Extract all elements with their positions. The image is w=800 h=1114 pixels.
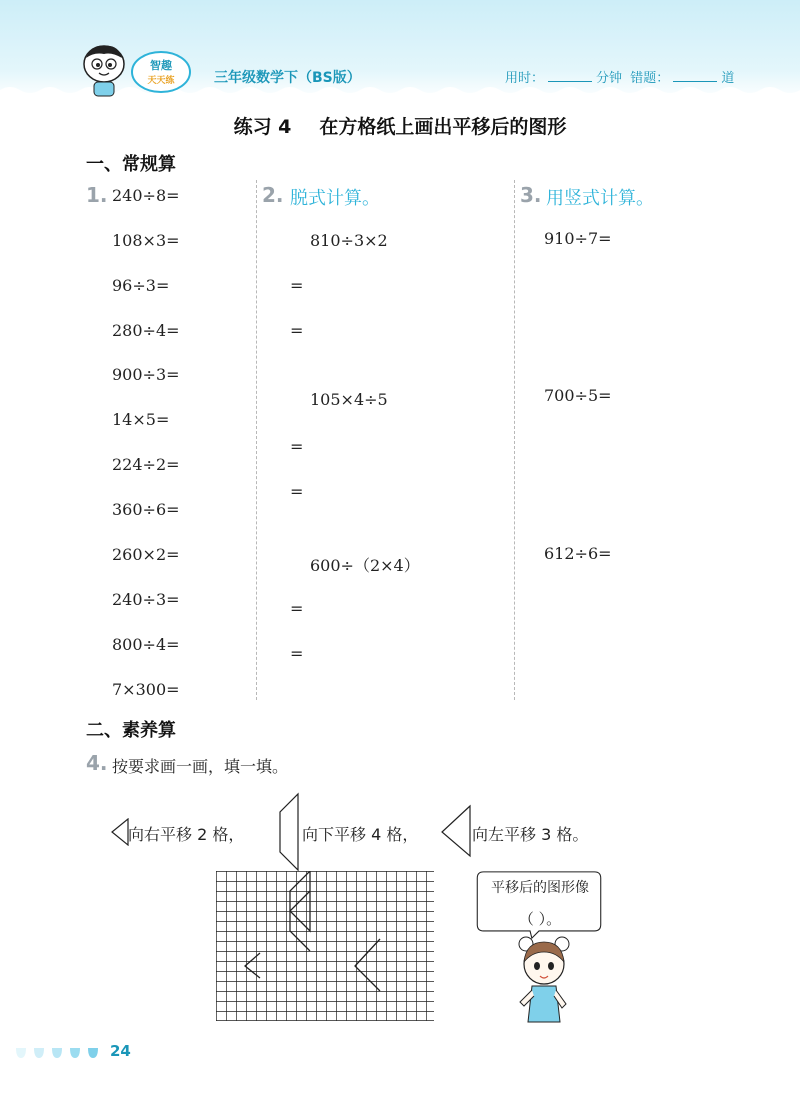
q1-problem: 260×2= — [112, 545, 180, 564]
q1-number: 1. — [86, 183, 108, 207]
time-blank[interactable] — [548, 69, 592, 82]
q2-number: 2. — [262, 183, 284, 207]
errors-unit: 道 — [721, 71, 735, 86]
q2-step: = — [290, 482, 304, 501]
column-divider — [256, 180, 257, 700]
q1-problem: 7×300= — [112, 680, 180, 699]
grid-shape-triangle-left — [245, 953, 260, 978]
girl-character-icon — [512, 930, 576, 1028]
column-divider — [514, 180, 515, 700]
q1-problem: 280÷4= — [112, 321, 180, 340]
logo-text-bottom: 天天练 — [147, 76, 175, 86]
logo-badge — [130, 50, 192, 94]
logo-text-top: 智趣 — [150, 59, 172, 72]
q3-problem: 700÷5= — [544, 386, 612, 405]
time-unit: 分钟 — [596, 71, 623, 86]
q1-problem: 14×5= — [112, 410, 170, 429]
q2-step: = — [290, 437, 304, 456]
bubble-text: 平移后的图形像 — [491, 880, 589, 896]
q1-problem: 900÷3= — [112, 365, 180, 384]
trapezoid-icon — [270, 792, 306, 872]
section-1-title: 一、常规算 — [86, 154, 176, 175]
q1-problem: 240÷8= — [112, 186, 180, 205]
section-2-title: 二、素养算 — [86, 720, 176, 741]
q4-step-1: 向右平移 2 格， — [128, 825, 245, 844]
lesson-number: 练习 4 — [233, 116, 292, 138]
lesson-name: 在方格纸上画出平移后的图形 — [319, 116, 567, 138]
small-triangle-icon — [110, 818, 130, 846]
book-title: 三年级数学下（BS版） — [214, 70, 361, 86]
bubble-answer-blank[interactable]: （ ）。 — [518, 910, 562, 928]
lesson-title — [0, 112, 800, 139]
q1-problem: 800÷4= — [112, 635, 180, 654]
q4-step-3: 向左平移 3 格。 — [472, 825, 589, 844]
q3-title: 用竖式计算。 — [546, 188, 654, 209]
q3-problem: 612÷6= — [544, 544, 612, 563]
q2-expression: 600÷（2×4） — [310, 556, 420, 575]
q1-problem: 360÷6= — [112, 500, 180, 519]
footer-dots-decoration — [14, 1046, 106, 1060]
q2-title: 脱式计算。 — [290, 188, 380, 209]
q4-steps — [100, 790, 620, 870]
time-label: 用时： — [505, 71, 545, 86]
q1-problem: 108×3= — [112, 231, 180, 250]
q2-expression: 810÷3×2 — [310, 231, 388, 250]
q3-number: 3. — [520, 183, 542, 207]
q2-step: = — [290, 276, 304, 295]
mascot-icon — [78, 42, 130, 98]
q1-problem: 240÷3= — [112, 590, 180, 609]
q2-step: = — [290, 599, 304, 618]
q2-step: = — [290, 321, 304, 340]
q1-problem: 224÷2= — [112, 455, 180, 474]
q4-number: 4. — [86, 751, 108, 775]
q3-problem: 910÷7= — [544, 229, 612, 248]
errors-blank[interactable] — [673, 69, 717, 82]
time-record — [505, 67, 734, 86]
q4-step-2: 向下平移 4 格， — [302, 825, 419, 844]
q2-expression: 105×4÷5 — [310, 390, 388, 409]
page-number: 24 — [110, 1042, 131, 1060]
errors-label: 错题： — [630, 71, 670, 86]
q2-step: = — [290, 644, 304, 663]
large-triangle-icon — [440, 804, 472, 858]
q4-instruction: 按要求画一画，填一填。 — [112, 757, 289, 776]
grid-paper[interactable] — [216, 871, 434, 1021]
q1-problem: 96÷3= — [112, 276, 170, 295]
